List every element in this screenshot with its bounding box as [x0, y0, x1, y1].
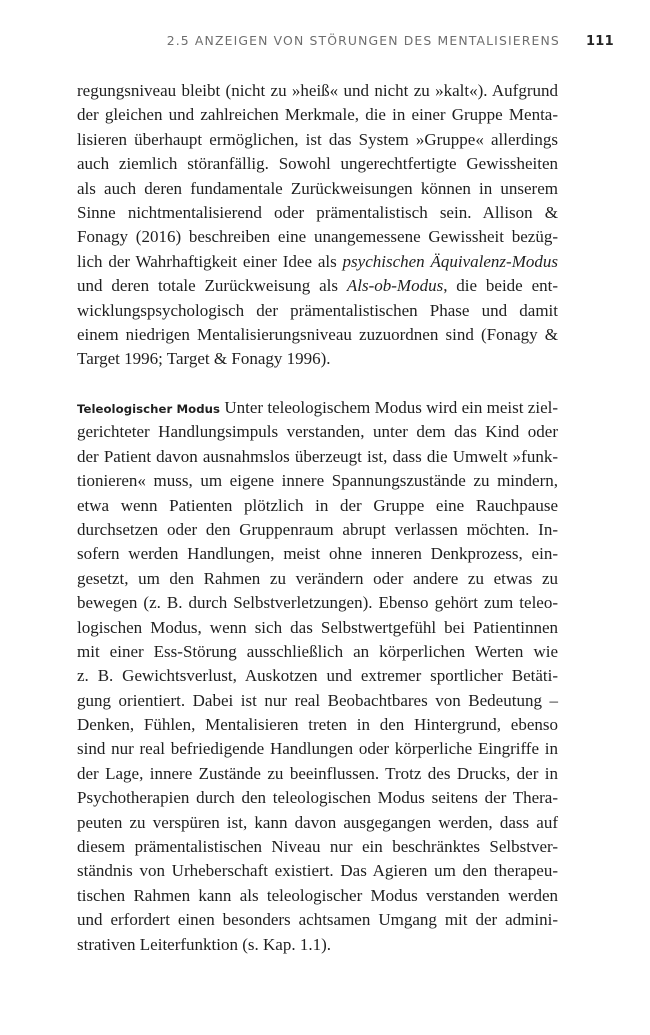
page-number: 111: [585, 34, 614, 49]
text-segment: , die beide ent-: [443, 276, 558, 296]
text-line: auch ziemlich störanfällig. Sowohl ungerechtfertigte Gewissheiten: [77, 154, 558, 174]
body-text: [77, 79, 558, 957]
text-line: Target 1996; Target & Fonagy 1996).: [77, 349, 331, 369]
text-line: [77, 274, 558, 298]
text-segment: Unter teleologischem Modus wird ein meist ziel-: [220, 397, 559, 417]
section-title: 2.5 ANZEIGEN VON STÖRUNGEN DES MENTALISIERENS: [166, 33, 560, 48]
text-line: peuten zu verspüren ist, kann davon ausgegangen werden, dass auf: [77, 812, 558, 832]
text-line: sind nur real befriedigende Handlungen oder körperliche Eingriffe in: [77, 739, 558, 759]
paragraph-heading: Teleologischer Modus: [77, 401, 221, 416]
text-line: diesem prämentalistischen Niveau nur ein beschränktes Selbstver-: [77, 837, 558, 857]
text-line: lisieren überhaupt ermöglichen, ist das System »Gruppe« allerdings: [77, 129, 558, 149]
text-line: der gleichen und zahlreichen Merkmale, die in einer Gruppe Menta-: [77, 105, 558, 125]
italic-term: psychischen Äquivalenz-Modus: [342, 251, 558, 271]
text-line: sofern werden Handlungen, meist ohne inneren Denkprozess, ein-: [77, 544, 558, 564]
paragraph-gap: [77, 372, 558, 396]
text-line: gung orientiert. Dabei ist nur real Beobachtbares von Bedeutung –: [77, 690, 558, 710]
text-line: Fonagy (2016) beschreiben eine unangemessene Gewissheit bezüg-: [77, 227, 558, 247]
text-line: tionieren« muss, um eigene innere Spannungszustände zu mindern,: [77, 471, 558, 491]
text-segment: und deren totale Zurückweisung als: [77, 276, 347, 296]
text-line: und erfordert einen besonders achtsamen Umgang mit der admini-: [77, 910, 558, 930]
italic-term: Als-ob-Modus: [346, 276, 444, 296]
paragraph-2: [77, 396, 558, 957]
text-line: Psychotherapien durch den teleologischen Modus seitens der Thera-: [77, 788, 558, 808]
text-line: mit einer Ess-Störung ausschließlich an körperlichen Werten wie: [77, 641, 558, 661]
text-line: strativen Leiterfunktion (s. Kap. 1.1).: [77, 934, 331, 954]
text-line: ständnis von Urheberschaft existiert. Das Agieren um den therapeu-: [77, 861, 558, 881]
text-line: wicklungspsychologisch der prämentalistischen Phase und damit: [77, 300, 558, 320]
text-line: der Patient davon ausnahmslos überzeugt ist, dass die Umwelt »funk-: [77, 446, 558, 466]
text-line: logischen Modus, wenn sich das Selbstwertgefühl bei Patientinnen: [77, 617, 558, 637]
paragraph-1: [77, 79, 558, 372]
text-line: gesetzt, um den Rahmen zu verändern oder andere zu etwas zu: [77, 568, 558, 588]
text-line: der Lage, innere Zustände zu beeinflussen. Trotz des Drucks, der in: [77, 763, 558, 783]
text-line: Sinne nichtmentalisierend oder prämentalistisch sein. Allison &: [77, 202, 558, 222]
text-line: z. B. Gewichtsverlust, Auskotzen und extremer sportlicher Betäti-: [77, 666, 558, 686]
text-line: durchsetzen oder den Gruppenraum abrupt verlassen möchten. In-: [77, 519, 558, 539]
text-segment: lich der Wahrhaftigkeit einer Idee als: [77, 251, 343, 271]
text-line: einem niedrigen Mentalisierungsniveau zuzuordnen sind (Fonagy &: [77, 324, 558, 344]
text-line: bewegen (z. B. durch Selbstverletzungen). Ebenso gehört zum teleo-: [77, 593, 558, 613]
text-line: als auch deren fundamentale Zurückweisungen können in unserem: [77, 178, 558, 198]
running-head: [167, 33, 614, 49]
text-line: etwa wenn Patienten plötzlich in der Gruppe eine Rauchpause: [77, 495, 558, 515]
text-line: [77, 250, 558, 274]
text-line: Denken, Fühlen, Mentalisieren treten in den Hintergrund, ebenso: [77, 715, 558, 735]
text-line: [77, 396, 558, 420]
text-line: regungsniveau bleibt (nicht zu »heiß« und nicht zu »kalt«). Aufgrund: [77, 81, 558, 100]
text-line: tischen Rahmen kann als teleologischer Modus verstanden werden: [77, 885, 558, 905]
text-line: gerichteter Handlungsimpuls verstanden, unter dem das Kind oder: [77, 422, 558, 442]
